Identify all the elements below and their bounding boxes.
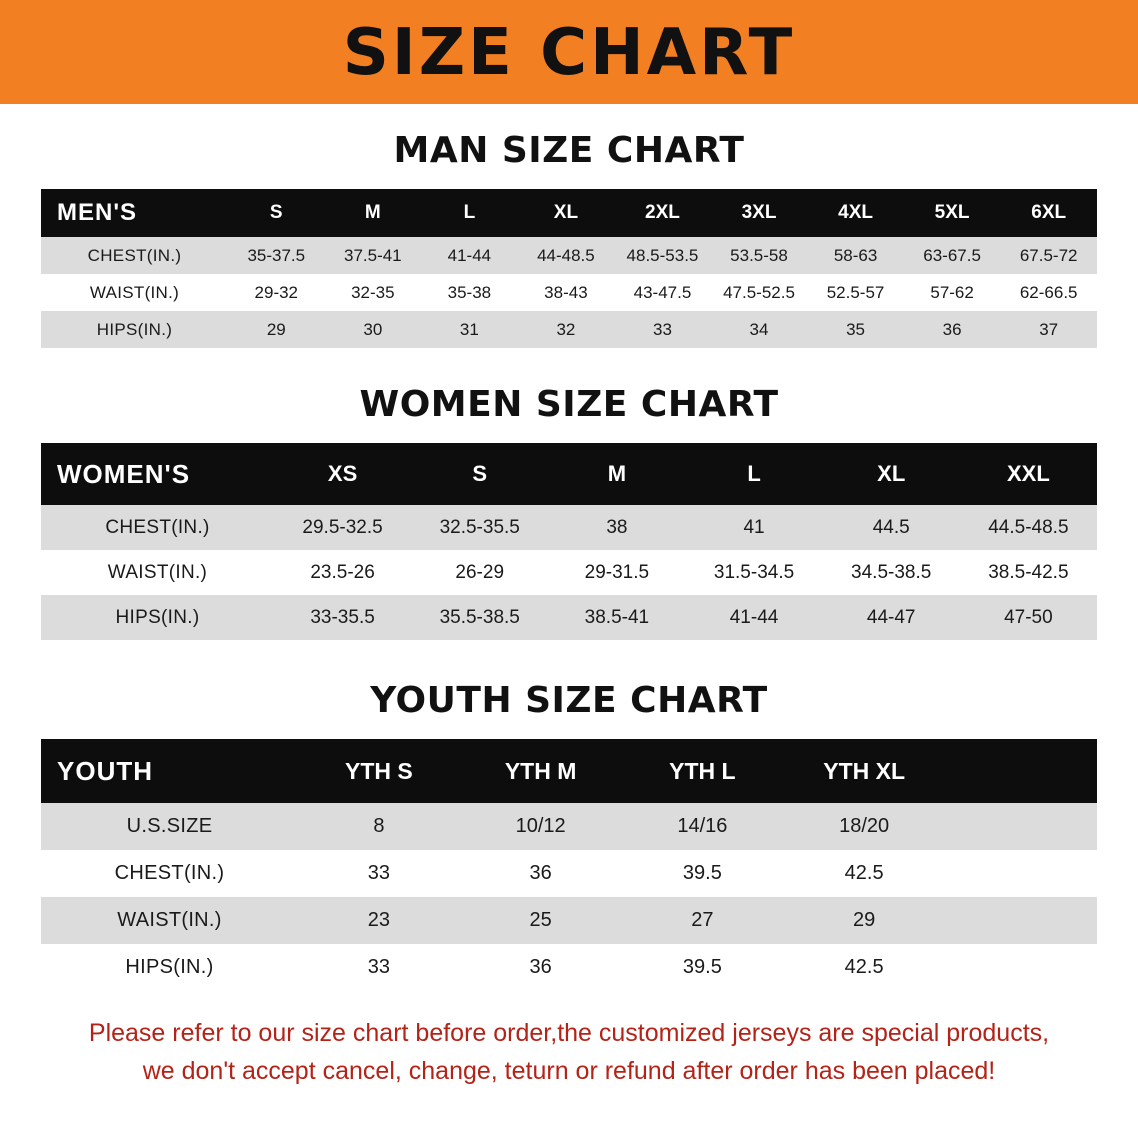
man-cell-1-8: 62-66.5 xyxy=(1019,282,1078,302)
youth-cell-0-2: 14/16 xyxy=(677,815,728,837)
table-row xyxy=(41,505,1097,550)
table-row xyxy=(41,550,1097,595)
youth-table-header xyxy=(41,739,1097,803)
man-cell-0-7: 63-67.5 xyxy=(923,245,981,265)
women-size-table xyxy=(41,443,1097,640)
footer-line-2: we don't accept cancel, change, teturn or refund after order has been placed! xyxy=(142,1056,996,1085)
women-cell-0-2: 38 xyxy=(606,516,628,538)
man-size-header-7: 5XL xyxy=(934,202,970,223)
youth-corner-label: YOUTH xyxy=(57,755,153,786)
man-cell-0-6: 58-63 xyxy=(833,245,878,265)
women-cell-2-5: 47-50 xyxy=(1004,606,1053,628)
youth-cell-0-1: 10/12 xyxy=(515,815,566,837)
women-size-header-1: S xyxy=(472,461,488,486)
youth-cell-1-1: 36 xyxy=(529,862,552,884)
women-cell-1-3: 31.5-34.5 xyxy=(713,561,795,583)
women-table-wrapper xyxy=(41,443,1097,640)
youth-spacer-cell-0 xyxy=(945,803,1097,850)
table-row xyxy=(41,897,1097,944)
man-cell-1-1: 32-35 xyxy=(351,282,395,302)
man-table-header xyxy=(41,189,1097,237)
youth-cell-0-3: 18/20 xyxy=(839,815,890,837)
man-size-header-3: XL xyxy=(553,202,579,223)
women-cell-1-1: 26-29 xyxy=(455,561,505,583)
youth-table-wrapper xyxy=(41,739,1097,991)
youth-row-label-0: U.S.SIZE xyxy=(126,815,213,837)
youth-cell-3-3: 42.5 xyxy=(844,956,884,978)
man-cell-2-1: 30 xyxy=(363,319,383,339)
youth-row-label-2: WAIST(IN.) xyxy=(117,909,222,931)
youth-spacer-cell-2 xyxy=(945,897,1097,944)
page-banner xyxy=(0,0,1138,104)
man-cell-0-2: 41-44 xyxy=(447,245,492,265)
youth-cell-2-2: 27 xyxy=(691,909,714,931)
women-cell-2-1: 35.5-38.5 xyxy=(439,606,520,628)
women-row-label-1: WAIST(IN.) xyxy=(107,561,208,583)
youth-cell-3-0: 33 xyxy=(367,956,390,978)
table-header-row xyxy=(41,189,1097,237)
man-cell-1-7: 57-62 xyxy=(930,282,974,302)
women-cell-1-4: 34.5-38.5 xyxy=(851,561,932,583)
youth-table-body xyxy=(41,803,1097,991)
youth-size-header-0: YTH S xyxy=(345,757,413,784)
table-row xyxy=(41,595,1097,640)
man-cell-2-3: 32 xyxy=(556,319,576,339)
women-size-header-2: M xyxy=(607,461,627,486)
man-cell-1-4: 43-47.5 xyxy=(633,282,692,302)
women-row-label-0: CHEST(IN.) xyxy=(105,516,210,538)
man-cell-0-4: 48.5-53.5 xyxy=(626,245,699,265)
women-table-header xyxy=(41,443,1097,505)
women-cell-2-2: 38.5-41 xyxy=(584,606,650,628)
youth-size-header-3: YTH XL xyxy=(823,757,906,784)
table-header-row xyxy=(41,443,1097,505)
women-row-label-2: HIPS(IN.) xyxy=(115,606,200,628)
youth-cell-3-1: 36 xyxy=(529,956,552,978)
youth-cell-2-1: 25 xyxy=(529,909,552,931)
table-row xyxy=(41,274,1097,311)
man-cell-1-2: 35-38 xyxy=(447,282,492,302)
man-cell-1-3: 38-43 xyxy=(544,282,588,302)
man-cell-2-5: 34 xyxy=(749,319,769,339)
youth-spacer-cell-1 xyxy=(945,850,1097,897)
man-size-header-1: M xyxy=(364,202,381,223)
youth-spacer-header xyxy=(945,739,1097,803)
women-cell-2-0: 33-35.5 xyxy=(310,606,375,628)
table-row xyxy=(41,237,1097,274)
youth-cell-1-0: 33 xyxy=(367,862,390,884)
women-size-header-4: XL xyxy=(877,461,906,486)
youth-row-label-1: CHEST(IN.) xyxy=(114,862,225,884)
women-cell-0-5: 44.5-48.5 xyxy=(988,516,1069,538)
table-row xyxy=(41,803,1097,850)
man-size-header-6: 4XL xyxy=(838,202,873,223)
man-section-heading: MAN SIZE CHART xyxy=(393,130,745,171)
women-cell-2-4: 44-47 xyxy=(866,606,916,628)
man-corner-label: MEN'S xyxy=(57,199,138,226)
man-size-header-5: 3XL xyxy=(741,202,777,223)
man-cell-0-5: 53.5-58 xyxy=(730,245,788,265)
man-cell-2-8: 37 xyxy=(1039,319,1059,339)
women-corner-label: WOMEN'S xyxy=(57,458,191,489)
table-row xyxy=(41,944,1097,991)
man-cell-2-2: 31 xyxy=(459,319,479,339)
page-title: SIZE CHART xyxy=(342,16,796,90)
man-size-header-4: 2XL xyxy=(645,202,680,223)
man-cell-0-0: 35-37.5 xyxy=(247,245,306,265)
man-cell-0-1: 37.5-41 xyxy=(343,245,402,265)
women-cell-0-0: 29.5-32.5 xyxy=(302,516,383,538)
women-size-header-0: XS xyxy=(327,461,358,486)
youth-size-header-2: YTH L xyxy=(669,757,736,784)
women-cell-1-5: 38.5-42.5 xyxy=(988,561,1069,583)
footer-disclaimer xyxy=(69,1015,1069,1090)
women-cell-0-4: 44.5 xyxy=(872,516,910,538)
women-cell-0-3: 41 xyxy=(743,516,765,538)
man-cell-2-0: 29 xyxy=(266,319,286,339)
table-row xyxy=(41,850,1097,897)
youth-cell-2-3: 29 xyxy=(853,909,876,931)
man-table-wrapper xyxy=(41,189,1097,348)
women-size-header-5: XXL xyxy=(1006,461,1050,486)
man-cell-2-4: 33 xyxy=(653,319,672,339)
man-cell-2-7: 36 xyxy=(942,319,962,339)
women-cell-0-1: 32.5-35.5 xyxy=(439,516,520,538)
women-table-body xyxy=(41,505,1097,640)
women-size-header-3: L xyxy=(747,461,761,486)
man-size-header-0: S xyxy=(269,202,283,223)
man-size-header-8: 6XL xyxy=(1031,202,1067,223)
man-row-label-0: CHEST(IN.) xyxy=(87,245,182,265)
table-row xyxy=(41,311,1097,348)
youth-size-table xyxy=(41,739,1097,991)
women-section-heading: WOMEN SIZE CHART xyxy=(359,384,779,425)
youth-cell-3-2: 39.5 xyxy=(682,956,722,978)
man-cell-1-6: 52.5-57 xyxy=(826,282,885,302)
man-row-label-1: WAIST(IN.) xyxy=(89,282,180,302)
man-row-label-2: HIPS(IN.) xyxy=(96,319,173,339)
man-size-header-2: L xyxy=(463,202,476,223)
youth-cell-1-3: 42.5 xyxy=(844,862,884,884)
table-header-row xyxy=(41,739,1097,803)
man-cell-2-6: 35 xyxy=(846,319,866,339)
youth-cell-2-0: 23 xyxy=(367,909,390,931)
youth-size-header-1: YTH M xyxy=(504,757,577,784)
youth-cell-1-2: 39.5 xyxy=(682,862,722,884)
youth-section-heading: YOUTH SIZE CHART xyxy=(370,680,768,721)
women-cell-2-3: 41-44 xyxy=(729,606,779,628)
man-cell-1-5: 47.5-52.5 xyxy=(723,282,795,302)
women-cell-1-2: 29-31.5 xyxy=(584,561,650,583)
youth-row-label-3: HIPS(IN.) xyxy=(125,956,214,978)
man-cell-0-3: 44-48.5 xyxy=(537,245,595,265)
youth-spacer-cell-3 xyxy=(945,944,1097,991)
man-cell-0-8: 67.5-72 xyxy=(1019,245,1078,265)
footer-line-1: Please refer to our size chart before order,the customized jerseys are special products, xyxy=(88,1019,1050,1047)
man-table-body xyxy=(41,237,1097,348)
man-cell-1-0: 29-32 xyxy=(254,282,299,302)
youth-cell-0-0: 8 xyxy=(373,815,385,837)
women-cell-1-0: 23.5-26 xyxy=(310,561,375,583)
man-size-table xyxy=(41,189,1097,348)
